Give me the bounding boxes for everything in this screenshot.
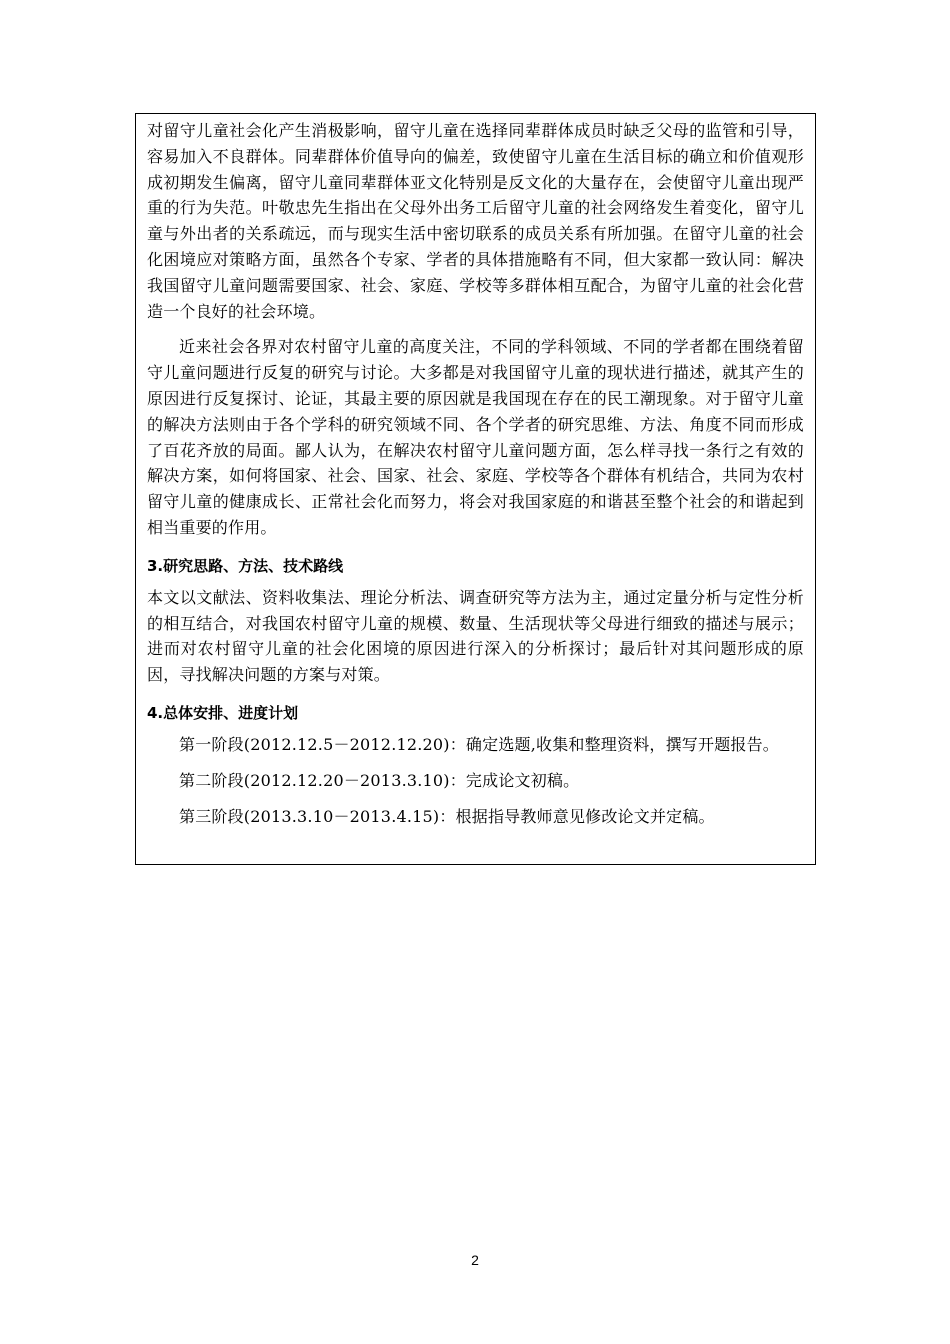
page-number: 2 — [471, 1252, 479, 1268]
schedule-stage-1: 第一阶段(2012.12.5－2012.12.20)：确定选题,收集和整理资料，撰写开题报告。 — [179, 734, 780, 754]
schedule-heading: 4.总体安排、进度计划 — [147, 703, 299, 722]
schedule-stage-2: 第二阶段(2012.12.20－2013.3.10)：完成论文初稿。 — [179, 770, 580, 790]
literature-review-summary: 近来社会各界对农村留守儿童的高度关注，不同的学科领域、不同的学者都在围绕着留守儿童问题进行反复的研究与讨论。大多都是对我国留守儿童的现状进行描述，就其产生的原因进行反复探讨、论证，其最主要的原因就是我国现在存在的民工潮现象。对于留守儿童的解决方法则由于各个学科的研究领域不同、各个学者的研究思维、方法、角度不同而形成了百花齐放的局面。鄙人认为，在解决农村留守儿童问题方面，怎么样寻找一条行之有效的解决方案，如何将国家、社会、国家、社会、家庭、学校等各个群体有机结合，共同为农村留守儿童的健康成长、正常社会化而努力，将会对我国家庭的和谐甚至整个社会的和谐起到相当重要的作用。 — [147, 337, 804, 537]
proposal-content-box — [135, 113, 816, 865]
research-method-paragraph: 本文以文献法、资料收集法、理论分析法、调查研究等方法为主，通过定量分析与定性分析的相互结合，对我国农村留守儿童的规模、数量、生活现状等父母进行细致的描述与展示；进而对农村留守儿童的社会化困境的原因进行深入的分析探讨；最后针对其问题形成的原因，寻找解决问题的方案与对策。 — [147, 587, 804, 685]
literature-review-continuation: 对留守儿童社会化产生消极影响，留守儿童在选择同辈群体成员时缺乏父母的监管和引导，容易加入不良群体。同辈群体价值导向的偏差，致使留守儿童在生活目标的确立和价值观形成初期发生偏离，留守儿童同辈群体亚文化特别是反文化的大量存在，会使留守儿童出现严重的行为失范。叶敬忠先生指出在父母外出务工后留守儿童的社会网络发生着变化，留守儿童与外出者的关系疏远，而与现实生活中密切联系的成员关系有所加强。在留守儿童的社会化困境应对策略方面，虽然各个专家、学者的具体措施略有不同，但大家都一致认同：解决我国留守儿童问题需要国家、社会、家庭、学校等多群体相互配合，为留守儿童的社会化营造一个良好的社会环境。 — [147, 121, 804, 321]
research-method-heading: 3.研究思路、方法、技术路线 — [147, 556, 344, 575]
schedule-stage-3: 第三阶段(2013.3.10－2013.4.15)：根据指导教师意见修改论文并定稿。 — [179, 806, 715, 826]
